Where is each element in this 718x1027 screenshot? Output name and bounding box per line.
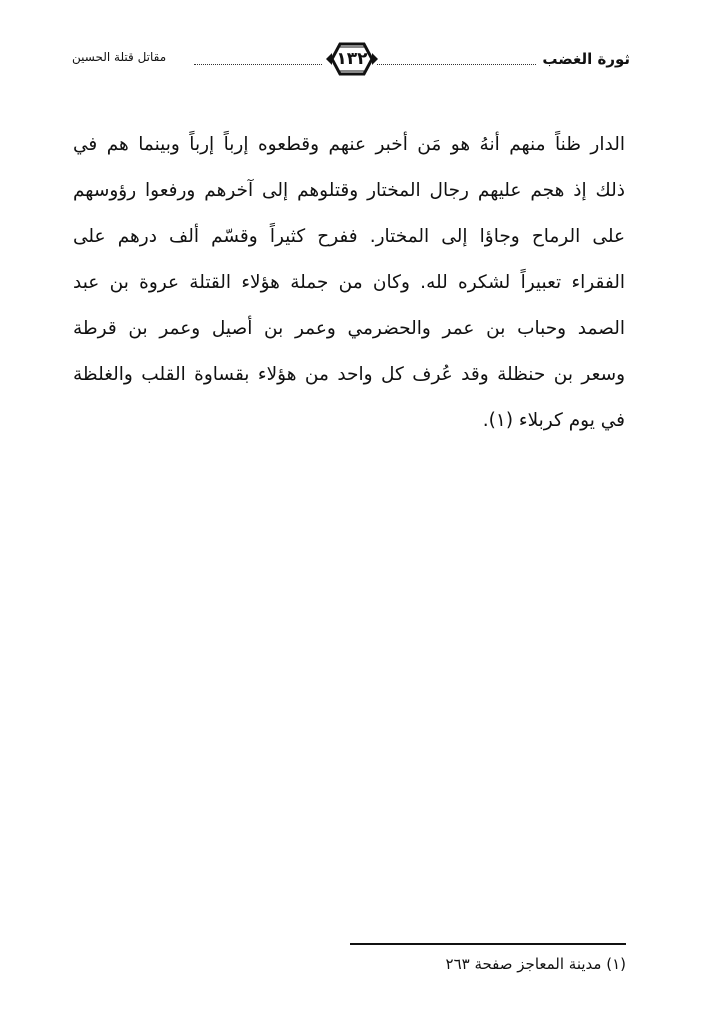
page-header xyxy=(72,38,630,84)
text-line: ذلك إذ هجم عليهم رجال المختار وقتلوهم إلى آخرهم ورفعوا رؤوسهم xyxy=(73,180,625,201)
page-number: ١٣٢ xyxy=(336,49,368,69)
text-line: وسعر بن حنظلة وقد عُرف كل واحد من هؤلاء بقساوة القلب والغلظة xyxy=(73,364,625,385)
chapter-title: مقاتل قتلة الحسين xyxy=(72,50,167,64)
header-dotted-leader-right xyxy=(377,64,536,65)
header-dotted-leader-left xyxy=(194,64,322,65)
footnote: (١) مدينة المعاجز صفحة ٢٦٣ xyxy=(445,955,626,973)
body-paragraph xyxy=(73,122,625,444)
text-line: الفقراء تعبيراً لشكره لله. وكان من جملة هؤلاء القتلة عروة بن عبد xyxy=(73,272,625,293)
page-number-ornament xyxy=(324,38,380,80)
footnote-divider xyxy=(350,943,626,945)
book-title: ثورة الغضب xyxy=(542,50,630,68)
text-line: في يوم كربلاء (١). xyxy=(482,410,625,431)
text-line: الصمد وحباب بن عمر والحضرمي وعمر بن أصيل وعمر بن قرطة xyxy=(73,318,625,339)
text-line: الدار ظناً منهم أنهُ هو مَن أخبر عنهم وقطعوه إرباً إرباً وبينما هم في xyxy=(73,134,625,155)
text-line: على الرماح وجاؤا إلى المختار. ففرح كثيراً وقسّم ألف درهم على xyxy=(73,226,625,247)
